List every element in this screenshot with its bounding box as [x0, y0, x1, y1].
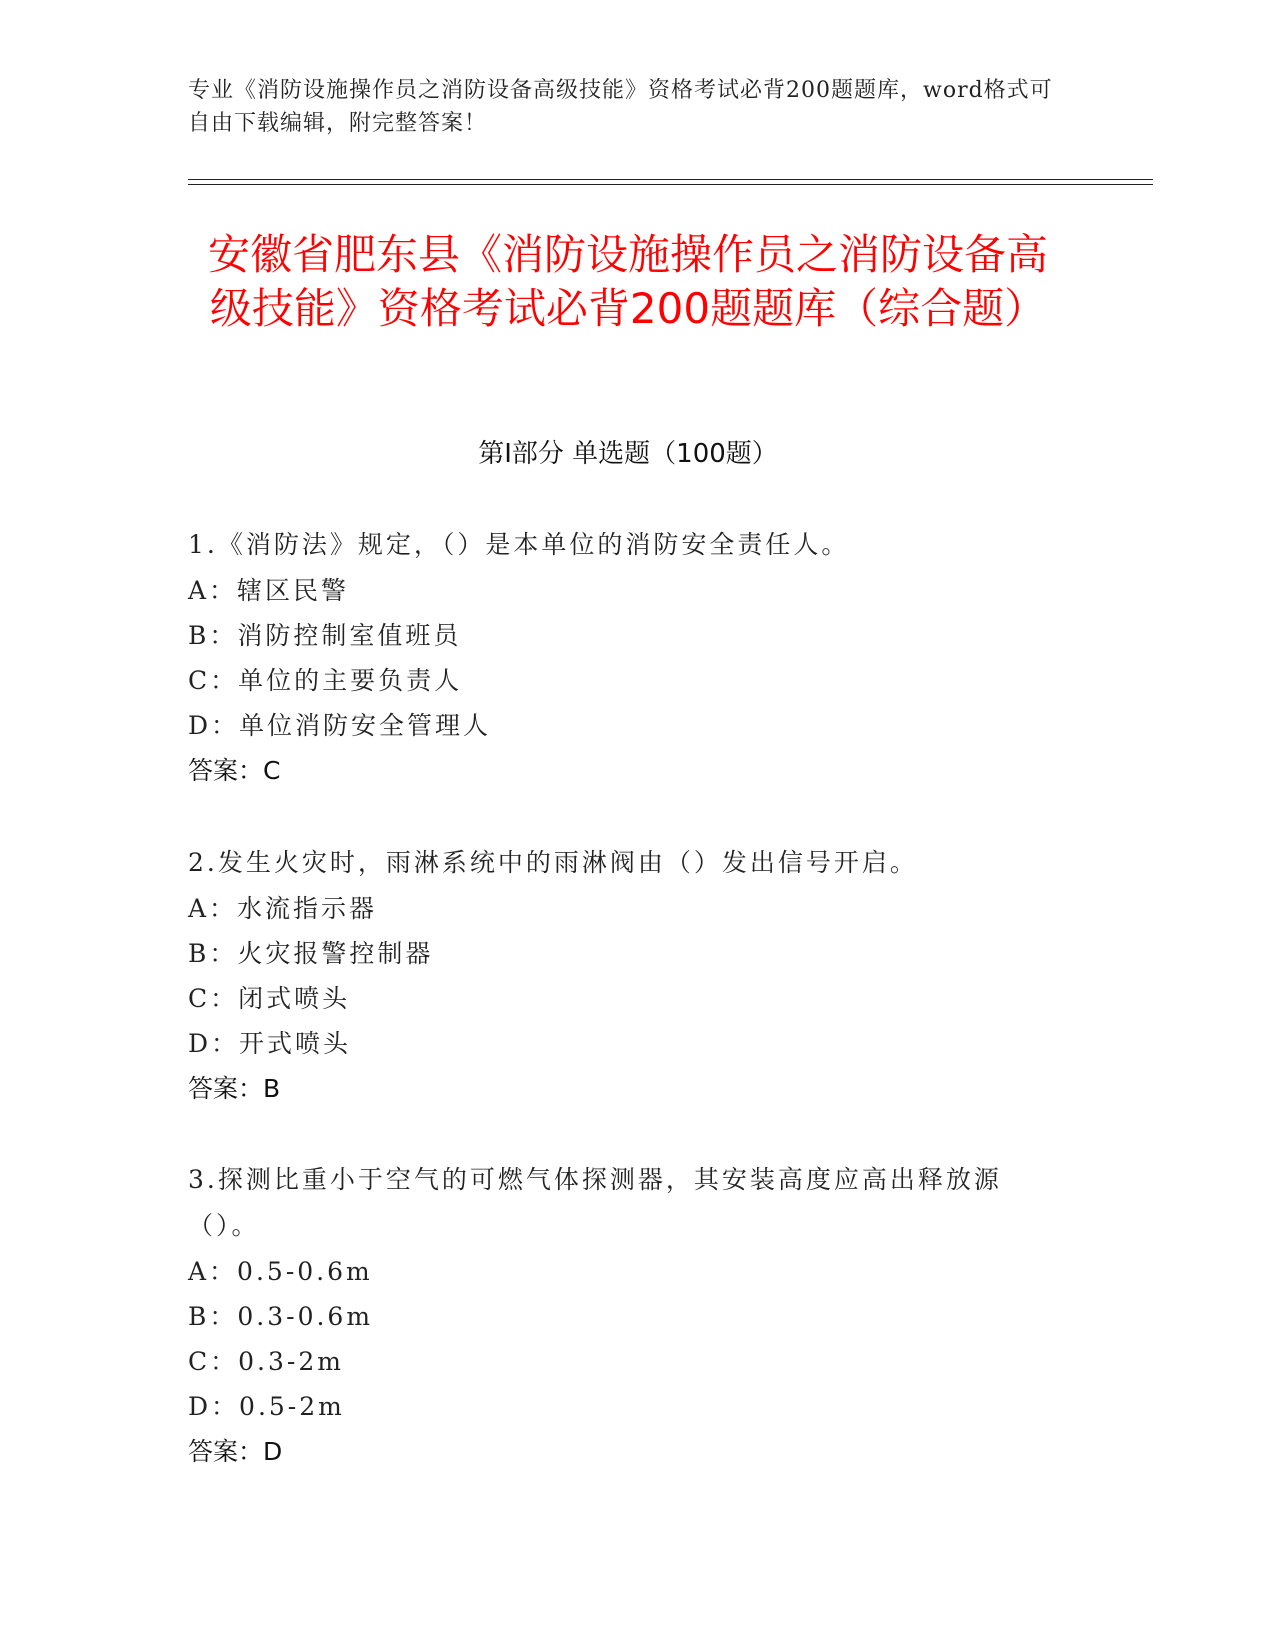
answer-label: 答案： — [188, 756, 264, 785]
answer-label: 答案： — [188, 1074, 264, 1103]
header-note: 专业《消防设施操作员之消防设备高级技能》资格考试必背200题题库，word格式可自由下载编辑，附完整答案！ — [188, 78, 1053, 136]
option-d: D：单位消防安全管理人 — [188, 711, 492, 740]
option-c: C：闭式喷头 — [188, 984, 351, 1013]
question-stem: 2.发生火灾时，雨淋系统中的雨淋阀由（）发出信号开启。 — [188, 848, 918, 877]
answer-value: D — [263, 1437, 283, 1466]
question-block — [188, 840, 1068, 1112]
section-title: 第I部分 单选题（100题） — [478, 439, 778, 469]
document-title: 安徽省肥东县《消防设施操作员之消防设备高级技能》资格考试必背200题题库（综合题） — [207, 230, 1048, 333]
option-b: B：消防控制室值班员 — [188, 621, 462, 650]
answer-line — [188, 1066, 1068, 1112]
option-a: A：水流指示器 — [188, 894, 378, 923]
option-d: D：开式喷头 — [188, 1029, 352, 1058]
answer-line — [188, 748, 1068, 794]
question-stem: 1.《消防法》规定，（）是本单位的消防安全责任人。 — [188, 530, 850, 559]
answer-value: B — [263, 1074, 281, 1103]
option-a: A：辖区民警 — [188, 576, 350, 605]
answer-line — [188, 1429, 1068, 1475]
option-d: D：0.5-2m — [188, 1392, 345, 1421]
option-b: B：火灾报警控制器 — [188, 939, 434, 968]
option-c: C：0.3-2m — [188, 1347, 344, 1376]
header-divider-top — [188, 179, 1153, 180]
question-block — [188, 522, 1068, 794]
option-a: A：0.5-0.6m — [188, 1257, 373, 1286]
answer-label: 答案： — [188, 1437, 264, 1466]
question-block — [188, 1157, 1068, 1475]
option-b: B：0.3-0.6m — [188, 1302, 374, 1331]
option-c: C：单位的主要负责人 — [188, 666, 463, 695]
answer-value: C — [263, 756, 281, 785]
question-stem: 3.探测比重小于空气的可燃气体探测器，其安装高度应高出释放源（）。 — [188, 1165, 1002, 1240]
header-divider-bottom — [188, 184, 1153, 185]
